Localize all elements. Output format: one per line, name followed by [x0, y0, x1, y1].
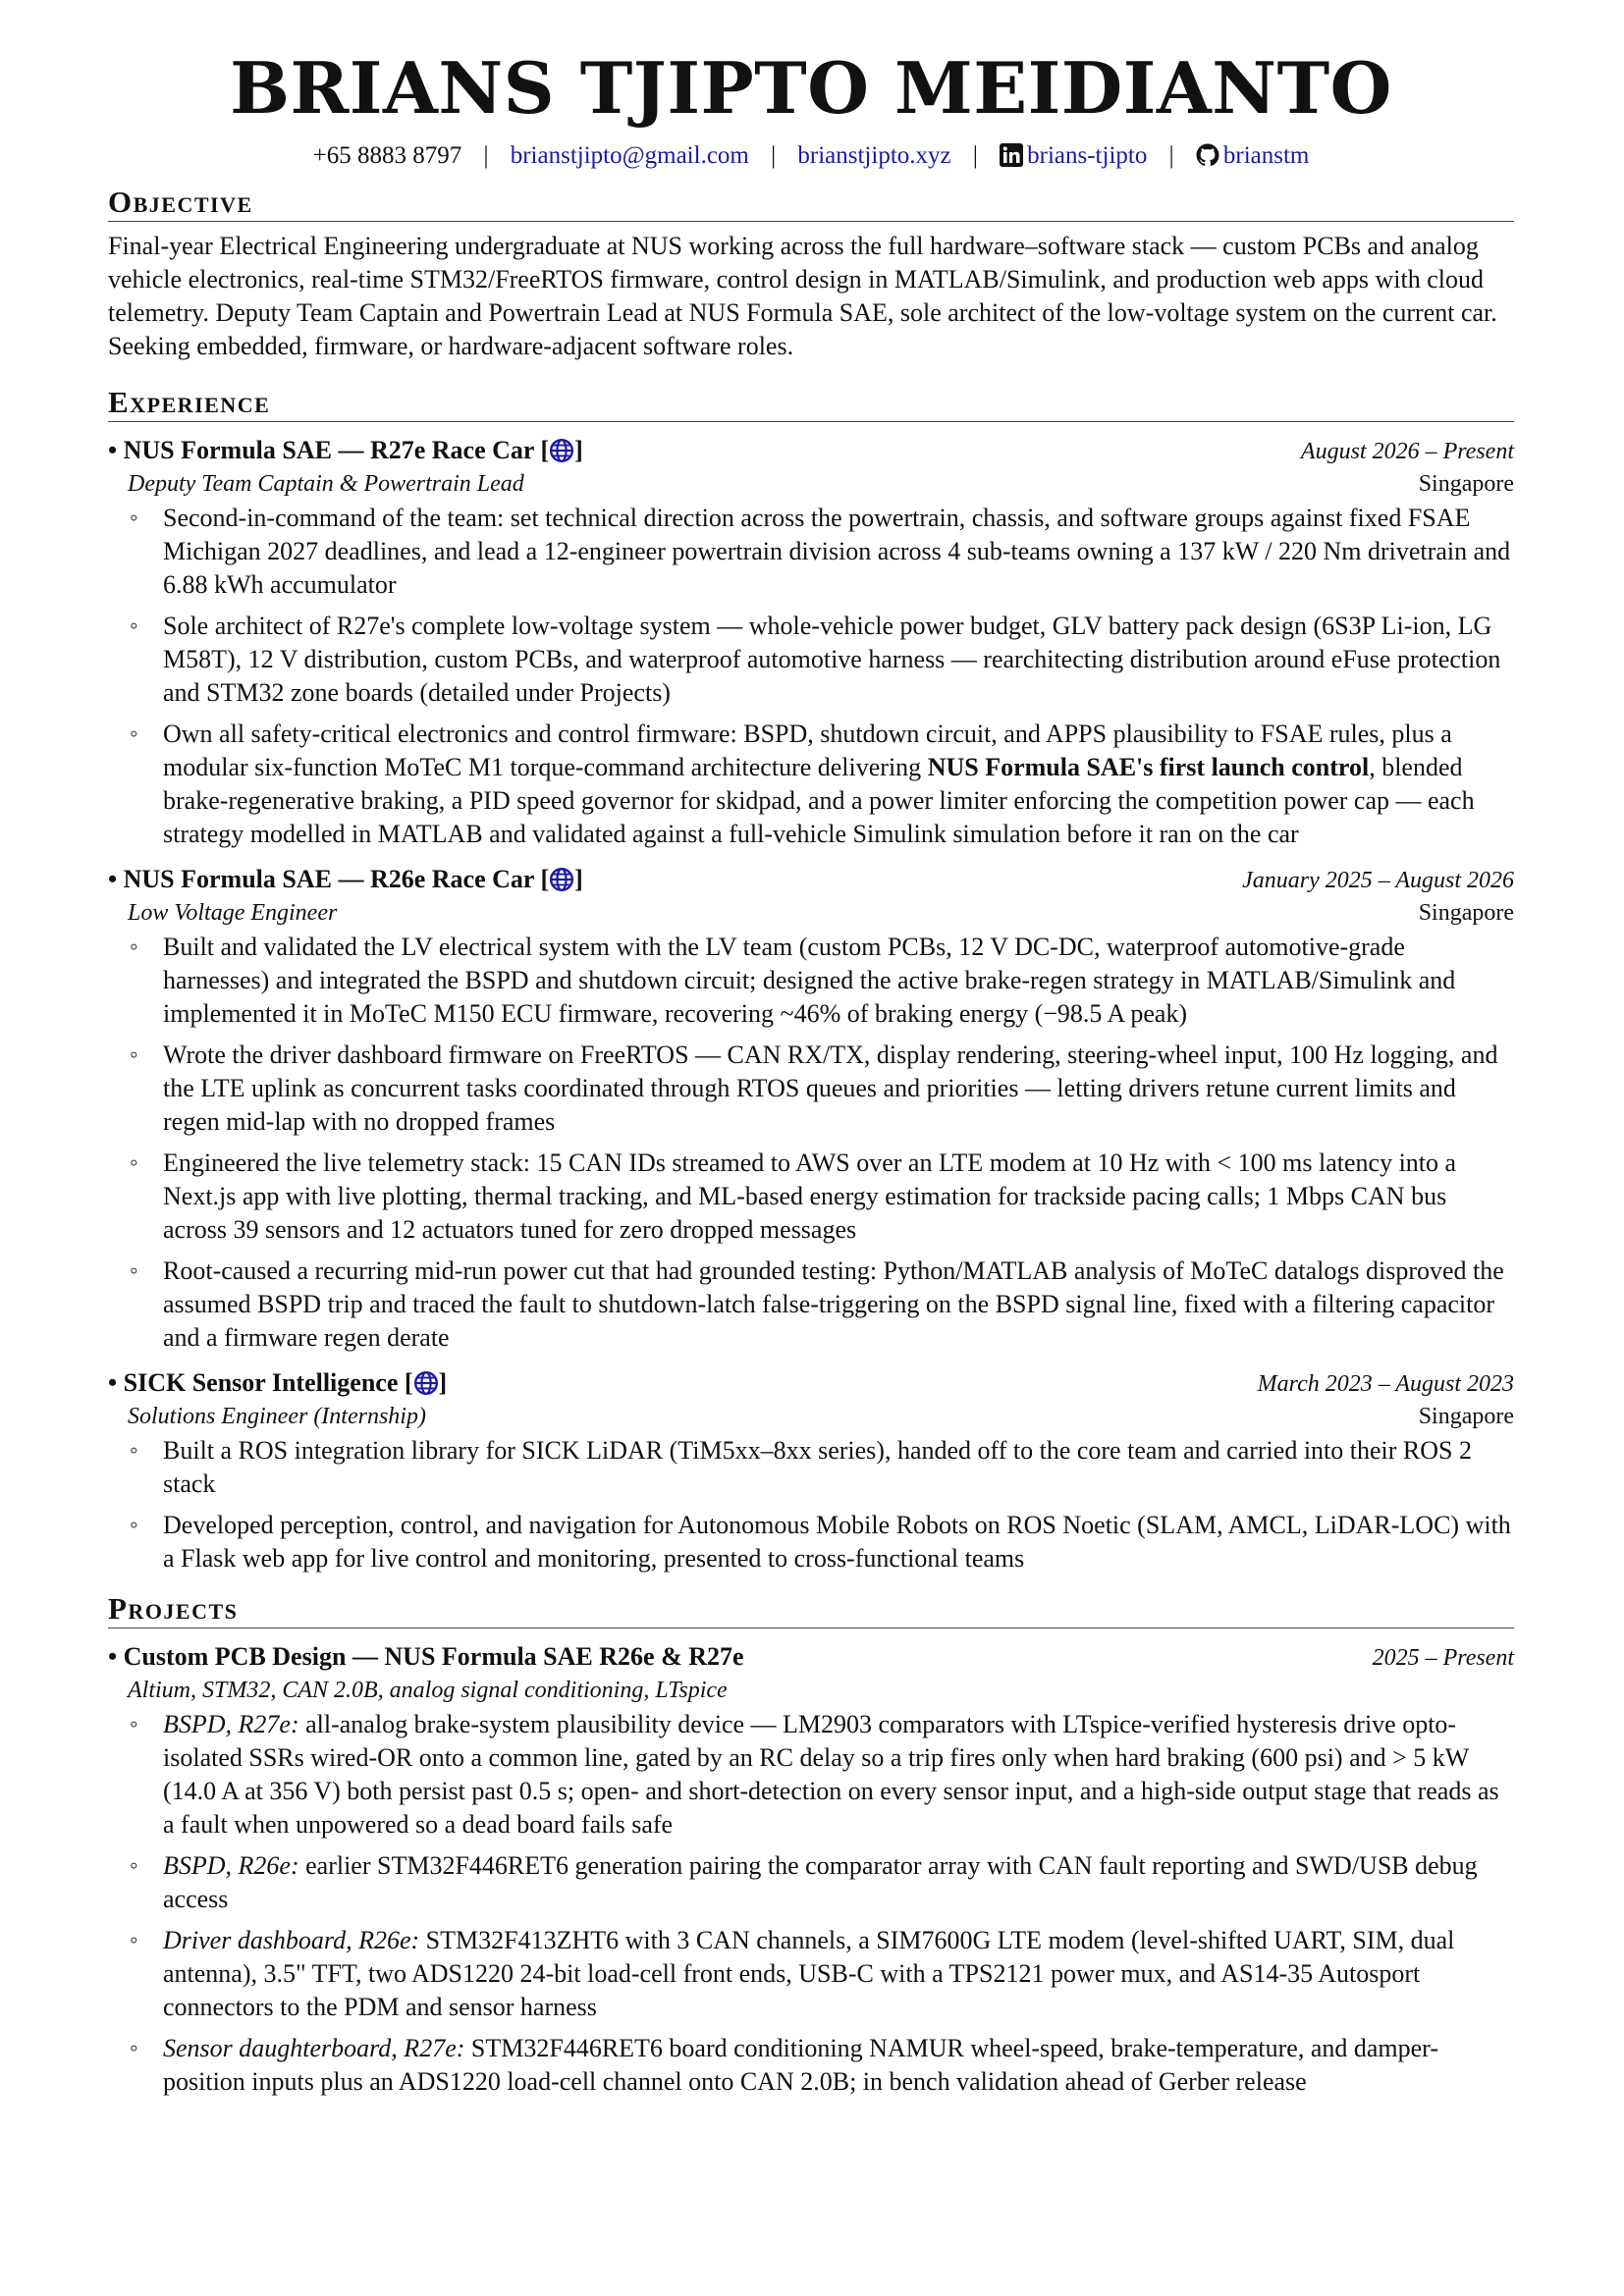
- bullet-text: , blended brake-regenerative braking, a PID speed governor for skidpad, and a power limiter enforcing the competition power cap — each strategy modelled in MATLAB and validated against a full-vehicle Simulink simulation before it ran on the car: [163, 753, 1475, 848]
- bullet-item: ◦ Sole architect of R27e's complete low-voltage system — whole-vehicle power budget, GLV battery pack design (6S3P Li-ion, LG M58T), 12 V distribution, custom PCBs, and waterproof automotive harness — rearchitecting distribution around eFuse protection and STM32 zone boards (detailed under Projects): [128, 610, 1514, 710]
- globe-link-icon[interactable]: [549, 436, 574, 464]
- contact-line: [108, 139, 1514, 177]
- section-title-projects: Projects: [108, 1591, 1514, 1629]
- bullet-highlight: NUS Formula SAE's first launch control: [927, 753, 1370, 781]
- bullet-item: ◦ Built and validated the LV electrical system with the LV team (custom PCBs, 12 V DC-DC, waterproof automotive-grade harnesses) and integrated the BSPD and shutdown circuit; designed the active brake-regen strategy in MATLAB/Simulink and implemented it in MoTeC M150 ECU firmware, recovering ~46% of braking energy (−98.5 A peak): [128, 931, 1514, 1031]
- linkedin-handle: brians-tjipto: [1027, 142, 1148, 169]
- bullet-item: [128, 1849, 1514, 1916]
- entry-location: Singapore: [1418, 1404, 1514, 1429]
- entry-title-close: ]: [574, 865, 583, 893]
- objective-section: [108, 185, 1514, 363]
- globe-link-icon[interactable]: [549, 865, 574, 893]
- entry-header: [108, 434, 1514, 468]
- bullet-list: [108, 931, 1514, 1355]
- entry-subheader: [108, 897, 1514, 929]
- experience-section: [108, 385, 1514, 1575]
- bullet-list: [108, 1434, 1514, 1575]
- phone-number: +65 8883 8797: [312, 142, 462, 169]
- entry-title-close: ]: [438, 1368, 448, 1397]
- bullet-lead: BSPD, R26e:: [163, 1851, 299, 1880]
- bullet-list: [108, 1708, 1514, 2099]
- resume-page: [108, 47, 1514, 2107]
- bullet-item: [128, 1708, 1514, 1842]
- entry-role: Deputy Team Captain & Powertrain Lead: [128, 471, 524, 497]
- github-handle: brianstm: [1222, 142, 1310, 169]
- experience-entry: [108, 1366, 1514, 1575]
- separator: |: [1168, 142, 1174, 169]
- entry-subheader: [108, 1675, 1514, 1706]
- bullet-item: ◦ Engineered the live telemetry stack: 15 CAN IDs streamed to AWS over an LTE modem at 10 Hz with < 100 ms latency into a Next.js app with live plotting, thermal tracking, and ML-based energy estimation for trackside pacing calls; 1 Mbps CAN bus across 39 sensors and 12 actuators tuned for zero dropped messages: [128, 1147, 1514, 1247]
- bullet-lead: BSPD, R27e:: [163, 1710, 299, 1738]
- email-link[interactable]: brianstjipto@gmail.com: [510, 142, 749, 169]
- linkedin-link[interactable]: [1000, 142, 1153, 169]
- bullet-text: STM32F446RET6 board conditioning NAMUR wheel-speed, brake-temperature, and damper-position inputs plus an ADS1220 load-cell channel onto CAN 2.0B; in bench validation ahead of Gerber release: [163, 2034, 1438, 2096]
- entry-title-close: ]: [574, 436, 583, 464]
- github-link[interactable]: [1196, 142, 1310, 169]
- bullet-item: ◦ Developed perception, control, and navigation for Autonomous Mobile Robots on ROS Noetic (SLAM, AMCL, LiDAR-LOC) with a Flask web app for live control and monitoring, presented to cross-functional teams: [128, 1509, 1514, 1575]
- bullet-text: earlier STM32F446RET6 generation pairing the comparator array with CAN fault reporting and SWD/USB debug access: [163, 1851, 1478, 1913]
- section-title-experience: Experience: [108, 385, 1514, 422]
- projects-section: [108, 1591, 1514, 2099]
- linkedin-icon: [1000, 143, 1023, 177]
- project-tools: Altium, STM32, CAN 2.0B, analog signal conditioning, LTspice: [128, 1678, 728, 1703]
- entry-date: March 2023 – August 2023: [1257, 1371, 1514, 1397]
- entry-subheader: [108, 468, 1514, 500]
- project-entry: [108, 1640, 1514, 2099]
- entry-location: Singapore: [1418, 471, 1514, 497]
- entry-date: August 2026 – Present: [1300, 439, 1514, 464]
- bullet-text: Own all safety-critical electronics and control firmware: BSPD, shutdown circuit, and APPS plausibility to FSAE rules, plus a modular six-function MoTeC M1 torque-command architecture delivering: [163, 720, 1452, 781]
- entry-title: [108, 1366, 447, 1400]
- bullet-item: ◦ Wrote the driver dashboard firmware on FreeRTOS — CAN RX/TX, display rendering, steering-wheel input, 100 Hz logging, and the LTE uplink as concurrent tasks coordinated through RTOS queues and priorities — letting drivers retune current limits and regen mid-lap with no dropped frames: [128, 1039, 1514, 1139]
- section-title-objective: Objective: [108, 185, 1514, 222]
- project-date: 2025 – Present: [1372, 1645, 1514, 1671]
- project-title: • Custom PCB Design — NUS Formula SAE R26e & R27e: [108, 1640, 744, 1674]
- bullet-lead: Sensor daughterboard, R27e:: [163, 2034, 465, 2062]
- website-link[interactable]: brianstjipto.xyz: [797, 142, 951, 169]
- experience-entry: [108, 863, 1514, 1355]
- entry-subheader: [108, 1401, 1514, 1432]
- entry-header: [108, 863, 1514, 897]
- entry-title-text: NUS Formula SAE — R26e Race Car [: [123, 865, 550, 893]
- entry-title-text: NUS Formula SAE — R27e Race Car [: [123, 436, 550, 464]
- bullet-text: all-analog brake-system plausibility device — LM2903 comparators with LTspice-verified hysteresis drive opto-isolated SSRs wired-OR onto a common line, gated by an RC delay so a trip fires only when hard braking (600 psi) and > 5 kW (14.0 A at 356 V) both persist past 0.5 s; open- and short-detection on every sensor input, and a high-side output stage that reads as a fault when unpowered so a dead board fails safe: [163, 1710, 1499, 1839]
- separator: |: [483, 142, 489, 169]
- separator: |: [771, 142, 777, 169]
- entry-title: [108, 434, 583, 467]
- entry-title-text: SICK Sensor Intelligence [: [123, 1368, 413, 1397]
- globe-link-icon[interactable]: [413, 1368, 439, 1397]
- entry-title: [108, 863, 583, 896]
- bullet-item: [128, 718, 1514, 851]
- bullet-item: ◦ Second-in-command of the team: set technical direction across the powertrain, chassis, and software groups against fixed FSAE Michigan 2027 deadlines, and lead a 12-engineer powertrain division across 4 sub-teams owning a 137 kW / 220 Nm drivetrain and 6.88 kWh accumulator: [128, 502, 1514, 602]
- entry-location: Singapore: [1418, 900, 1514, 926]
- separator: |: [972, 142, 978, 169]
- bullet-item: [128, 2032, 1514, 2099]
- experience-entry: [108, 434, 1514, 851]
- bullet-item: [128, 1924, 1514, 2024]
- bullet-text: STM32F413ZHT6 with 3 CAN channels, a SIM7600G LTE modem (level-shifted UART, SIM, dual antenna), 3.5" TFT, two ADS1220 24-bit load-cell front ends, USB-C with a TPS2121 power mux, and AS14-35 Autosport connectors to the PDM and sensor harness: [163, 1926, 1455, 2021]
- entry-header: [108, 1366, 1514, 1401]
- entry-header: [108, 1640, 1514, 1675]
- entry-role: Low Voltage Engineer: [128, 900, 338, 926]
- entry-role: Solutions Engineer (Internship): [128, 1404, 426, 1429]
- bullet-item: ◦ Built a ROS integration library for SICK LiDAR (TiM5xx–8xx series), handed off to the core team and carried into their ROS 2 stack: [128, 1434, 1514, 1501]
- bullet-item: ◦ Root-caused a recurring mid-run power cut that had grounded testing: Python/MATLAB analysis of MoTeC datalogs disproved the assumed BSPD trip and traced the fault to shutdown-latch false-triggering on the BSPD signal line, fixed with a filtering capacitor and a firmware regen derate: [128, 1255, 1514, 1355]
- github-icon: [1196, 143, 1219, 177]
- objective-text: Final-year Electrical Engineering undergraduate at NUS working across the full hardware–software stack — custom PCBs and analog vehicle electronics, real-time STM32/FreeRTOS firmware, control design in MATLAB/Simulink, and production web apps with cloud telemetry. Deputy Team Captain and Powertrain Lead at NUS Formula SAE, sole architect of the low-voltage system on the current car. Seeking embedded, firmware, or hardware-adjacent software roles.: [108, 232, 1497, 360]
- entry-date: January 2025 – August 2026: [1242, 868, 1514, 893]
- bullet-list: [108, 502, 1514, 851]
- candidate-name: BRIANS TJIPTO MEIDIANTO: [230, 46, 1392, 130]
- bullet-lead: Driver dashboard, R26e:: [163, 1926, 420, 1954]
